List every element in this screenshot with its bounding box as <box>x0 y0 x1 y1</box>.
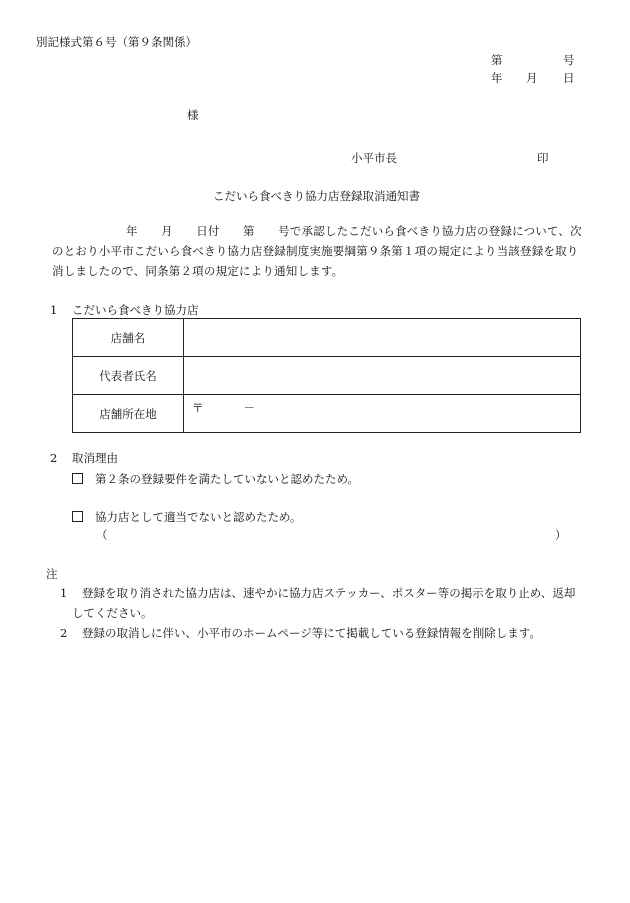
date-month: 月 <box>526 71 538 85</box>
document-title: こだいら食べきり協力店登録取消通知書 <box>213 189 420 203</box>
store-name-label: 店舗名 <box>73 319 184 357</box>
notes-heading: 注 <box>46 567 58 581</box>
date-year: 年 <box>491 71 503 85</box>
checkbox-icon[interactable] <box>72 473 83 484</box>
address-label: 店舗所在地 <box>73 395 184 433</box>
note-number: 2 <box>60 626 68 640</box>
addressee-suffix: 様 <box>187 108 199 122</box>
reason-option-label: 第２条の登録要件を満たしていないと認めたため。 <box>95 472 360 486</box>
store-name-field[interactable] <box>184 319 581 357</box>
number-suffix: 号 <box>563 53 575 67</box>
reason-option-inappropriate[interactable] <box>72 511 302 524</box>
reason-paren-close: ） <box>555 528 567 542</box>
notes-list <box>60 583 584 643</box>
postal-code <box>184 395 580 416</box>
body-line: 年 月 日付 第 号で承認したこだいら食べきり協力店の登録について、次 <box>126 224 582 238</box>
note-number: 1 <box>60 586 68 600</box>
number-prefix: 第 <box>491 53 503 67</box>
address-field[interactable] <box>184 395 581 433</box>
body-line: のとおり小平市こだいら食べきり協力店登録制度実施要綱第９条第１項の規定により当該登録を取り <box>52 244 579 258</box>
reason-paren-open: （ <box>96 528 108 542</box>
reason-option-requirements[interactable] <box>72 473 359 486</box>
table-row <box>73 395 581 433</box>
note-item: 1 登録を取り消された協力店は、速やかに協力店ステッカー、ポスター等の掲示を取り止め、返却 <box>60 583 584 603</box>
postal-dash: － <box>243 401 255 415</box>
section1-heading: こだいら食べきり協力店 <box>72 303 199 317</box>
table-row <box>73 357 581 395</box>
representative-field[interactable] <box>184 357 581 395</box>
issuer-name: 小平市長 <box>351 151 397 165</box>
representative-label: 代表者氏名 <box>73 357 184 395</box>
section1-number: 1 <box>50 303 58 317</box>
body-paragraph <box>52 221 582 281</box>
note-item: 2 登録の取消しに伴い、小平市のホームページ等にて掲載している登録情報を削除します。 <box>60 623 584 643</box>
form-number: 別記様式第６号（第９条関係） <box>36 35 197 49</box>
checkbox-icon[interactable] <box>72 511 83 522</box>
postal-mark-icon: 〒 <box>192 401 204 415</box>
store-info-table <box>72 318 581 433</box>
table-row <box>73 319 581 357</box>
reason-option-label: 協力店として適当でないと認めたため。 <box>95 510 302 524</box>
section2-heading: 取消理由 <box>72 451 118 465</box>
date-day: 日 <box>563 71 575 85</box>
note-item-continuation: してください。 <box>72 606 153 620</box>
section2-number: 2 <box>50 451 58 465</box>
body-line: 消しましたので、同条第２項の規定により通知します。 <box>52 264 344 278</box>
issuer-seal: 印 <box>537 151 549 165</box>
